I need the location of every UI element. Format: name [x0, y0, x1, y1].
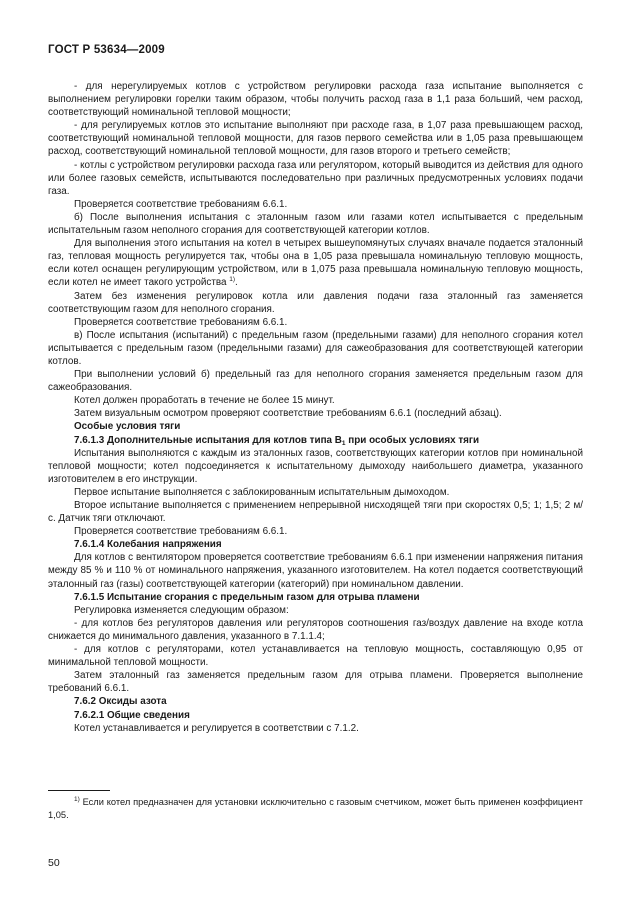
heading-text: 7.6.1.3 Дополнительные испытания для котлов типа B [74, 434, 342, 446]
section-heading [48, 434, 583, 447]
paragraph: - котлы с устройством регулировки расхода газа или регулятором, который выводится из действия для одного или более газовых семейств, испытываются последовательно при различных предусмотренных условиях подачи газа. [48, 159, 583, 197]
paragraph: - для котлов с регуляторами, котел устанавливается на тепловую мощность, составляющую 0,95 от минимальной тепловой мощности. [48, 644, 583, 669]
paragraph: Котел устанавливается и регулируется в соответствии с 7.1.2. [74, 722, 359, 734]
heading-subscript: 1 [341, 439, 346, 447]
paragraph: Проверяется соответствие требованиям 6.6.1. [74, 526, 288, 538]
footnote-text: Если котел предназначен для установки исключительно с газовым счетчиком, может быть применен коэффициент 1,05. [48, 797, 583, 820]
paragraph: Первое испытание выполняется с заблокированным испытательным дымоходом. [74, 486, 450, 498]
section-heading: Особые условия тяги [74, 421, 181, 433]
paragraph-text: Для выполнения этого испытания на котел в четырех вышеупомянутых случаях вначале подается эталонный газ, тепловая мощность регулируется так, чтобы она в 1,05 раза превышала номинальную тепловую мощность, если котел оснащен регулирующим устройством, или в 1,075 раза превышала номинальную тепловую мощность, если котел не имеет такого устройства [48, 238, 583, 289]
paragraph: Испытания выполняются с каждым из эталонных газов, соответствующих категории котлов при номинальной тепловой мощности; котел подсоединяется к испытательному дымоходу наибольшего диаметра, указанного изготовителем в его инструкции. [48, 447, 583, 485]
paragraph [48, 237, 583, 289]
paragraph: б) После выполнения испытания с эталонным газом или газами котел испытывается с предельным испытательным газом неполного сгорания для соответствующей категории котлов. [48, 211, 583, 237]
paragraph: Затем без изменения регулировок котла или давления подачи газа эталонный газ заменяется соответствующим газом для неполного сгорания. [48, 290, 583, 315]
page-number: 50 [48, 857, 60, 869]
document-header: ГОСТ Р 53634—2009 [48, 44, 165, 56]
paragraph: - для регулируемых котлов это испытание выполняют при расходе газа, в 1,07 раза превышающем расход, соответствующий номинальной тепловой мощности, для газов первого семейства или в 1,05 раза превышающем расход, соответствующий номинальной тепловой мощности, для газов второго и третьего семейств; [48, 120, 583, 158]
section-heading: 7.6.2 Оксиды азота [74, 696, 167, 708]
footnote-reference: 1) [229, 276, 236, 284]
paragraph: При выполнении условий б) предельный газ для неполного сгорания заменяется предельным газом для сажеобразования. [48, 369, 583, 394]
paragraph: Второе испытание выполняется с применением непрерывной нисходящей тяги при скоростях 0,5; 1; 1,5; 2 м/с. Датчик тяги отключают. [48, 500, 583, 525]
footnote [48, 796, 583, 822]
paragraph: Регулировка изменяется следующим образом: [74, 604, 289, 616]
paragraph: Затем визуальным осмотром проверяют соответствие требованиям 6.6.1 (последний абзац). [74, 408, 502, 420]
section-heading: 7.6.2.1 Общие сведения [74, 709, 190, 721]
paragraph: - для нерегулируемых котлов с устройством регулировки расхода газа испытание выполняется с выполнением регулировки горелки таким образом, чтобы получить расход газа в 1,1 раза больший, чем расход, соответствующий номинальной тепловой мощности; [48, 81, 583, 119]
paragraph: Котел должен проработать в течение не более 15 минут. [74, 395, 335, 407]
paragraph: Проверяется соответствие требованиям 6.6.1. [74, 198, 288, 210]
heading-text-end: при особых условиях тяги [345, 434, 480, 446]
paragraph: в) После испытания (испытаний) с предельным газом (предельными газами) для неполного сгорания котел испытывается с предельным газом (предельными газами) для сажеобразования для соответствующей категории котлов. [48, 329, 583, 367]
section-heading: 7.6.1.4 Колебания напряжения [74, 539, 222, 551]
paragraph: - для котлов без регуляторов давления или регуляторов соотношения газ/воздух давление на входе котла снижается до минимального давления, указанного в 7.1.1.4; [48, 617, 583, 642]
footnote-marker: 1) [74, 796, 80, 803]
paragraph: Проверяется соответствие требованиям 6.6.1. [74, 316, 288, 328]
page-body [48, 80, 583, 735]
paragraph: Для котлов с вентилятором проверяется соответствие требованиям 6.6.1 при изменении напряжения питания между 85 % и 110 % от номинального напряжения, указанного изготовителем. На котел подается соответствующий эталонный газ (газы) соответствующей категории (категорий) при номинальном давлении. [48, 552, 583, 590]
footnote-divider [48, 790, 110, 791]
paragraph: Затем эталонный газ заменяется предельным газом для отрыва пламени. Проверяется выполнение требований 6.6.1. [48, 670, 583, 695]
paragraph-end: . [235, 277, 238, 289]
section-heading: 7.6.1.5 Испытание сгорания с предельным газом для отрыва пламени [74, 591, 420, 603]
